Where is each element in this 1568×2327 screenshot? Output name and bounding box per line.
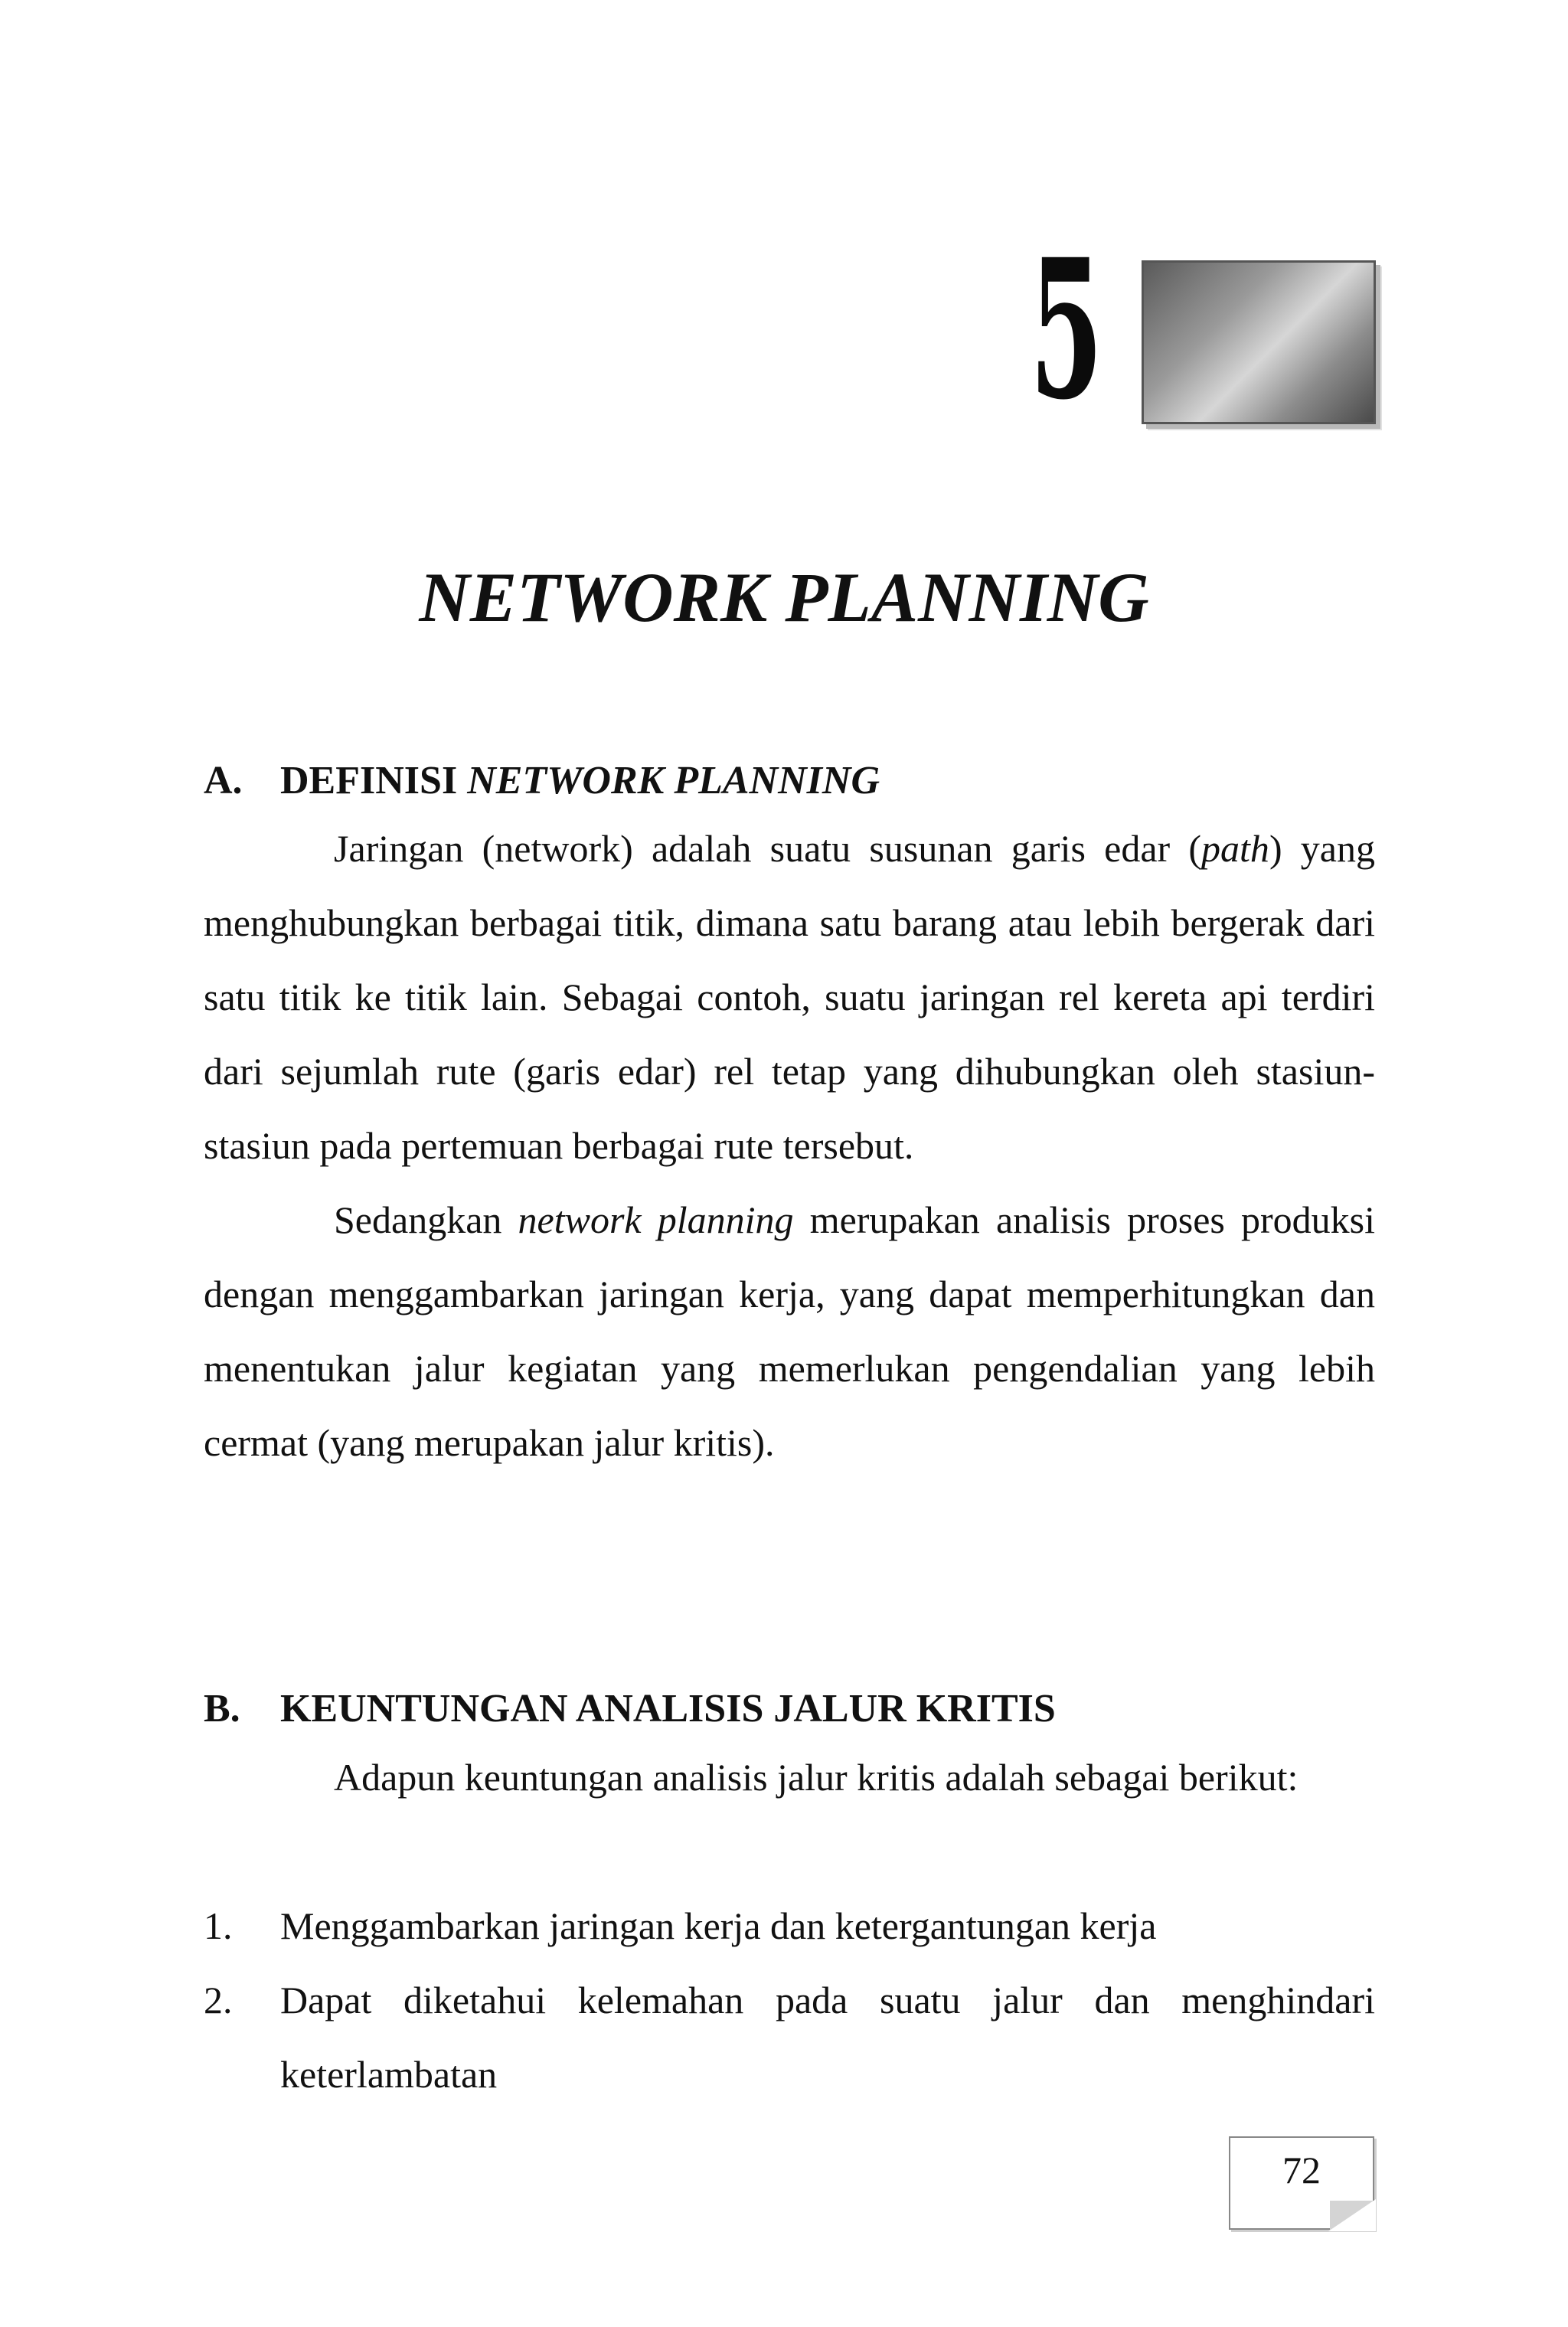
list-item (204, 1963, 1375, 2112)
page-number: 72 (1282, 2149, 1321, 2191)
list-item-number: 1. (204, 1904, 233, 1947)
page-curl-mask (1328, 2199, 1376, 2231)
list-item-number: 2. (204, 1979, 233, 2021)
section-b-heading (204, 1682, 1056, 1736)
para2-italic-term: network planning (518, 1198, 794, 1241)
para2-text-end: merupakan analisis proses produksi dengan menggambarkan jaringan kerja, yang dapat memperhitungkan dan menentukan jalur kegiatan yang memerlukan pengendalian yang lebih cermat (yang merupakan jalur kritis). (204, 1198, 1375, 1464)
benefits-list (204, 1889, 1375, 2112)
chapter-title: NETWORK PLANNING (419, 558, 1149, 636)
section-a-letter: A. (204, 759, 243, 802)
section-b-intro: Adapun keuntungan analisis jalur kritis adalah sebagai berikut: (334, 1756, 1298, 1799)
section-a-heading-plain: DEFINISI (280, 759, 468, 802)
section-a-body (204, 812, 1375, 1480)
section-a-paragraph-2 (204, 1183, 1375, 1480)
chapter-number: 5 (1030, 217, 1103, 442)
list-item (204, 1889, 1375, 1963)
chapter-decoration-box (1142, 260, 1376, 424)
para1-italic-term: path (1201, 827, 1269, 870)
section-a-paragraph-1 (204, 812, 1375, 1183)
page-number-tab (1229, 2136, 1374, 2230)
para1-text-end: ) yang menghubungkan berbagai titik, dimana satu barang atau lebih bergerak dari satu titik ke titik lain. Sebagai contoh, suatu jaringan rel kereta api terdiri dari sejumlah rute (garis edar) rel tetap yang dihubungkan oleh stasiun-stasiun pada pertemuan berbagai rute tersebut. (204, 827, 1375, 1167)
section-b-heading-text: KEUNTUNGAN ANALISIS JALUR KRITIS (280, 1687, 1056, 1731)
list-item-text: Menggambarkan jaringan kerja dan ketergantungan kerja (280, 1904, 1157, 1947)
section-a-heading (204, 754, 880, 808)
section-a-heading-italic: NETWORK PLANNING (467, 759, 880, 802)
section-b-intro-block (204, 1740, 1375, 1815)
list-item-text: Dapat diketahui kelemahan pada suatu jalur dan menghindari keterlambatan (280, 1979, 1375, 2096)
para2-text-start: Sedangkan (334, 1198, 518, 1241)
section-b-letter: B. (204, 1687, 240, 1731)
para1-text-start: Jaringan (network) adalah suatu susunan garis edar ( (334, 827, 1202, 870)
